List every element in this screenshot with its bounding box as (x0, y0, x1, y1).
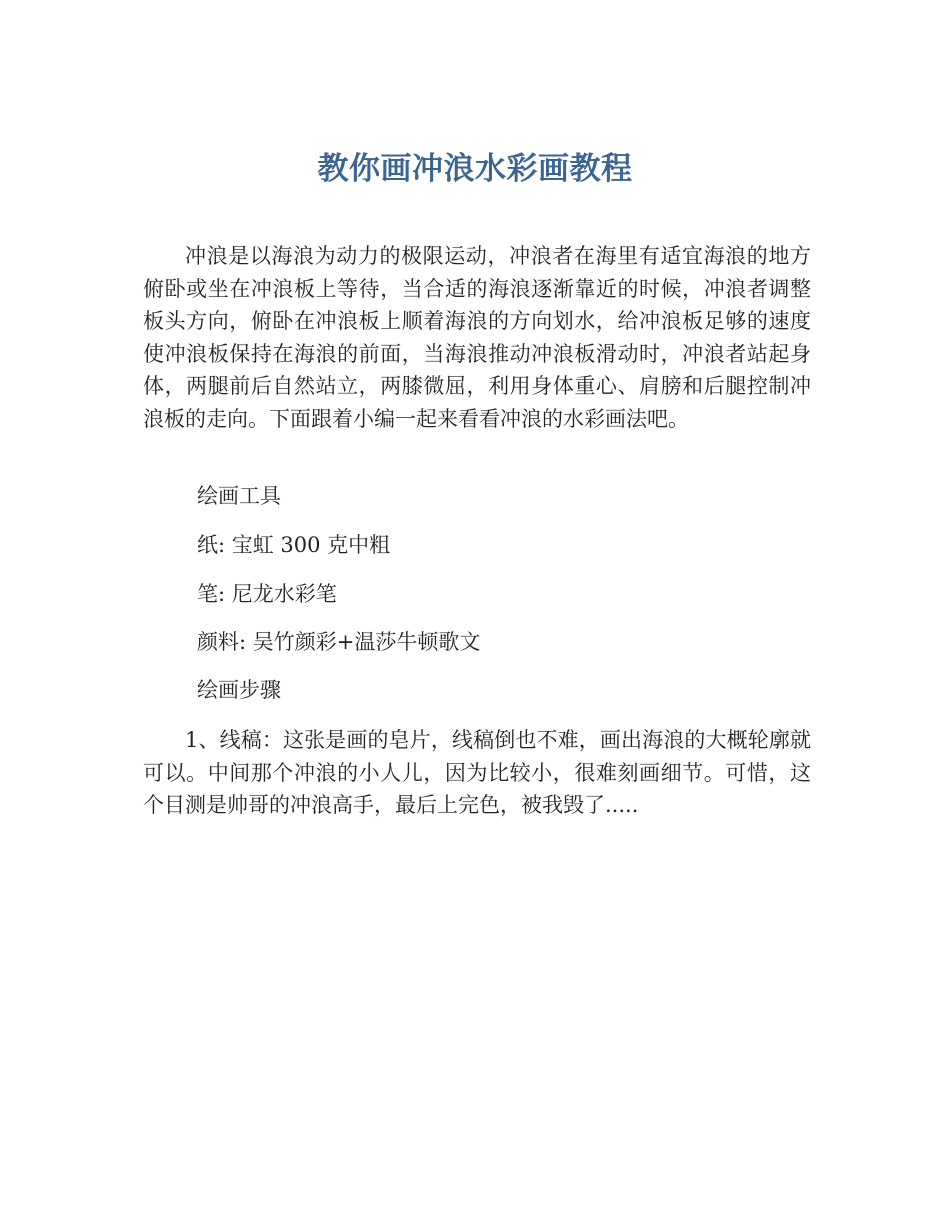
paper-line: 纸: 宝虹 300 克中粗 (197, 533, 391, 557)
page-title: 教你画冲浪水彩画教程 (317, 151, 633, 187)
step-1-paragraph: 1、线稿：这张是画的皂片，线稿倒也不难，画出海浪的大概轮廓就可以。中间那个冲浪的小人儿，因为比较小，很难刻画细节。可惜，这个目测是帅哥的冲浪高手，最后上完色，被我毁了..... (143, 728, 811, 817)
tools-heading: 绘画工具 (197, 484, 281, 508)
paint-line: 颜料: 吴竹颜彩+温莎牛顿歌文 (197, 630, 481, 654)
brush-line: 笔: 尼龙水彩笔 (197, 582, 337, 606)
intro-paragraph: 冲浪是以海浪为动力的极限运动，冲浪者在海里有适宜海浪的地方俯卧或坐在冲浪板上等待，当合适的海浪逐渐靠近的时候，冲浪者调整板头方向，俯卧在冲浪板上顺着海浪的方向划水，给冲浪板足够的速度使冲浪板保持在海浪的前面，当海浪推动冲浪板滑动时，冲浪者站起身体，两腿前后自然站立，两膝微屈，利用身体重心、肩膀和后腿控制冲浪板的走向。下面跟着小编一起来看看冲浪的水彩画法吧。 (143, 244, 811, 431)
steps-heading: 绘画步骤 (197, 678, 281, 702)
